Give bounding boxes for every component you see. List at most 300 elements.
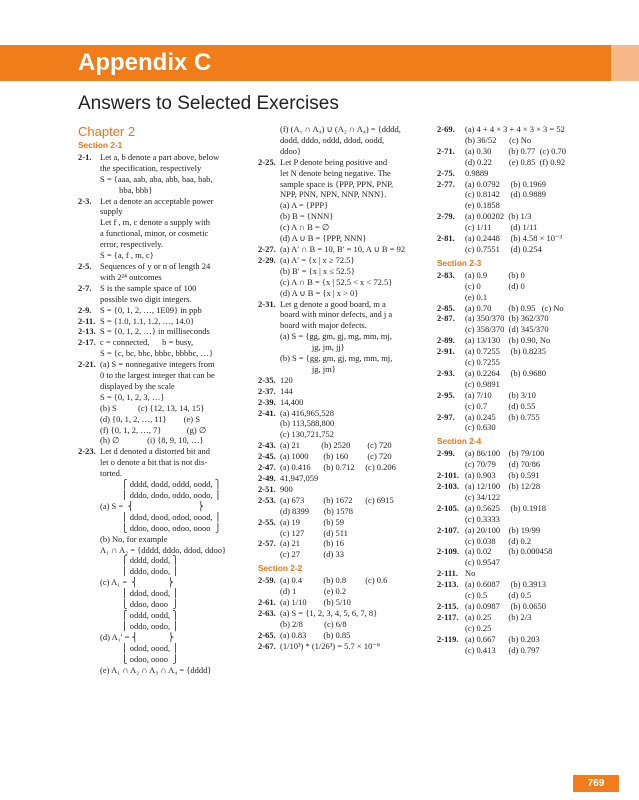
exercise-number: 2-89. <box>437 335 455 346</box>
answer-line: S is the sample space of 100 <box>100 282 197 293</box>
exercise-answer <box>258 462 436 473</box>
answer-line: (a) 19 (b) 59 <box>280 516 344 527</box>
exercise-answer <box>258 397 436 408</box>
answer-line: (c) 0.9891 <box>465 378 500 389</box>
exercise-number: 2-111. <box>437 568 459 579</box>
answer-line: Let a denote an acceptable power <box>100 195 214 206</box>
exercise-number: 2-81. <box>437 233 455 244</box>
exercise-number: 2-101. <box>437 470 459 481</box>
answer-body <box>465 346 623 368</box>
answer-line: (a) 7/10 (b) 3/10 <box>465 389 536 400</box>
exercise-answer <box>437 525 623 547</box>
exercise-answer <box>437 270 623 303</box>
exercise-number: 2-113. <box>437 579 459 590</box>
exercise-answer <box>258 575 436 597</box>
answer-body <box>100 261 258 283</box>
answer-body <box>100 359 258 446</box>
exercise-number: 2-87. <box>437 313 455 324</box>
answer-line: ⎪ dddo, dodo, ⎪ <box>100 566 179 577</box>
answer-body <box>465 568 623 579</box>
answer-line: ⎩ ddoo, dooo ⎭ <box>100 599 179 610</box>
answer-line: (c) 0.7 (d) 0.55 <box>465 400 536 411</box>
answer-line: (a) S = ⎨ ⎬ <box>100 500 204 511</box>
answer-body <box>280 538 436 560</box>
answer-line: (c) 358/370 (d) 345/370 <box>465 324 549 335</box>
answer-body <box>465 503 623 525</box>
exercise-answer <box>437 448 623 470</box>
answer-line: (b) 113,588,800 <box>280 418 335 429</box>
answer-body <box>465 612 623 634</box>
exercise-number: 2-59. <box>258 575 276 586</box>
answer-line: with 2²⁴ outcomes <box>100 271 162 282</box>
answer-line: (c) 0.038 (d) 0.2 <box>465 535 532 546</box>
exercise-answer <box>437 601 623 612</box>
answer-line: (a) 0.7255 (b) 0.8235 <box>465 346 546 357</box>
exercise-answer <box>258 386 436 397</box>
exercise-number: 2-11. <box>78 315 96 326</box>
answer-line: bba, bbb} <box>100 184 153 195</box>
answer-line: (c) A₁ = ⎨ ⎬ <box>100 577 174 588</box>
answer-body <box>465 368 623 390</box>
exercise-number: 2-47. <box>258 462 276 473</box>
exercise-answer <box>437 146 623 168</box>
exercise-answer <box>437 124 623 146</box>
answer-line: (c) 127 (d) 511 <box>280 527 348 538</box>
exercise-answer <box>78 337 258 359</box>
exercise-answer <box>78 196 258 261</box>
exercise-number: 2-35. <box>258 374 276 385</box>
answer-body <box>465 579 623 601</box>
answers-column-2 <box>258 124 436 652</box>
answer-body <box>280 597 436 608</box>
answer-line: (c) 0.413 (d) 0.797 <box>465 644 540 655</box>
exercise-number: 2-115. <box>437 600 459 611</box>
exercise-number: 2-29. <box>258 254 276 265</box>
answer-line: (d) A ∪ B = {x | x > 0} <box>280 287 359 298</box>
answer-line: (a) 0.02 (b) 0.000458 <box>465 546 553 557</box>
page-number: 769 <box>573 775 619 792</box>
answer-line: 144 <box>280 385 293 396</box>
banner-edge-decoration <box>611 45 639 81</box>
exercise-number: 2-27. <box>258 243 276 254</box>
answer-line: (c) 0.3333 <box>465 513 500 524</box>
exercise-answer <box>78 305 258 316</box>
exercise-answer <box>78 283 258 305</box>
exercise-answer <box>258 408 436 441</box>
answer-body <box>465 525 623 547</box>
exercise-answer <box>437 335 623 346</box>
exercise-number: 2-51. <box>258 483 276 494</box>
exercise-number: 2-103. <box>437 481 459 491</box>
answer-body <box>100 283 258 305</box>
answer-line: ⎪ ddod, dood, odod, oood, ⎪ <box>100 511 222 522</box>
answer-line: (b) B′ = {x | x ≤ 52.5} <box>280 265 356 276</box>
answer-line: (c) 1/11 (d) 1/11 <box>465 222 538 233</box>
exercise-answer <box>78 316 258 327</box>
answer-line: S = {1.0, 1.1, 1.2, …, 14.0} <box>100 315 195 326</box>
exercise-answer <box>258 375 436 386</box>
exercise-number: 2-97. <box>437 411 455 422</box>
exercise-number: 2-21. <box>78 359 96 370</box>
answer-line: 900 <box>280 483 293 494</box>
answer-line: the specification, respectively <box>100 162 202 173</box>
answer-line: S = {a, f , m, c} <box>100 250 154 261</box>
exercise-answer <box>258 299 436 375</box>
chapter-heading: Chapter 2 <box>78 124 136 139</box>
exercise-answer <box>78 446 258 675</box>
answer-line: NPP, PNN, NPN, NNP, NNN}. <box>280 189 387 200</box>
answer-line: (c) 0.630 <box>465 422 496 433</box>
exercise-number <box>258 124 280 157</box>
exercise-answer <box>437 211 623 233</box>
answer-body <box>465 390 623 412</box>
answer-line: S = {0, 1, 2, 3, …} <box>100 391 165 402</box>
answer-line: (b) B = {NNN} <box>280 211 334 222</box>
answer-line: ⎪ dddo, dodo, oddo, oodo, ⎪ <box>100 490 222 500</box>
answer-line: Let P denote being positive and <box>280 156 388 167</box>
answer-line: (a) 0.0987 (b) 0.0650 <box>465 600 546 611</box>
exercise-answer <box>437 568 623 579</box>
exercise-number: 2-45. <box>258 451 276 462</box>
answer-line: (d) 0.22 (e) 0.85 (f) 0.92 <box>465 156 566 167</box>
page-title: Answers to Selected Exercises <box>78 93 339 114</box>
exercise-number: 2-53. <box>258 494 276 505</box>
answer-line: possible two digit integers. <box>100 293 192 304</box>
answer-body <box>465 179 623 212</box>
answer-line: 41,947,059 <box>280 473 319 483</box>
exercise-number: 2-91. <box>437 346 455 357</box>
exercise-answer <box>258 608 436 630</box>
answer-line: (a) 0.0792 (b) 0.1969 <box>465 178 546 189</box>
answer-line: (c) 34/122 <box>465 491 501 502</box>
answer-line: (b) No, for example <box>100 533 168 544</box>
answer-line: (a) 12/100 (b) 12/28 <box>465 481 541 491</box>
answer-body <box>100 446 258 675</box>
answer-line: (a) 0.667 (b) 0.203 <box>465 633 540 644</box>
answer-line: Let a, b denote a part above, below <box>100 151 220 162</box>
exercise-number: 2-83. <box>437 269 455 280</box>
exercise-number: 2-9. <box>78 304 92 315</box>
answer-line: (d) 1 (e) 0.2 <box>280 586 347 597</box>
answer-body <box>100 337 258 359</box>
answer-line: S = {c, bc, bbc, bbbc, bbbbc, …} <box>100 348 214 359</box>
answer-body <box>280 495 436 517</box>
answers-column-1 <box>78 124 258 675</box>
answer-body <box>465 470 623 481</box>
answer-line: displayed by the scale <box>100 380 175 391</box>
exercise-number: 2-31. <box>258 298 276 309</box>
answer-line: jg, jm, jj} <box>280 342 345 353</box>
answer-line: ⎪ ddod, dood, ⎪ <box>100 588 179 599</box>
answer-body <box>280 408 436 441</box>
answer-line: let N denote being negative. The <box>280 167 391 178</box>
answer-body <box>280 451 436 462</box>
exercise-answer <box>437 346 623 368</box>
exercise-number: 2-7. <box>78 282 92 293</box>
exercise-answer <box>258 440 436 451</box>
exercise-answer <box>258 641 436 652</box>
answer-line: (1/10³) * (1/26³) = 5.7 × 10⁻⁸ <box>280 640 380 651</box>
answer-line: A₁ ∩ A₂ = {dddd, dddo, ddod, ddoo} <box>100 544 227 555</box>
answer-line: ⎩ odoo, oooo ⎭ <box>100 653 179 664</box>
answer-line: (a) 21 (b) 2520 (c) 720 <box>280 440 392 451</box>
exercise-number: 2-119. <box>437 633 459 644</box>
answer-line: ⎪ oddo, oodo, ⎪ <box>100 620 179 631</box>
answer-line: (a) 0.4 (b) 0.8 (c) 0.6 <box>280 575 388 586</box>
answer-line: (f) {0, 1, 2, …, 7} (g) ∅ <box>100 424 207 435</box>
exercise-number: 2-61. <box>258 596 276 607</box>
answer-line: board with minor defects, and j a <box>280 309 393 320</box>
exercise-answer <box>78 326 258 337</box>
exercise-answer <box>258 157 436 244</box>
answers-column-3 <box>437 124 623 656</box>
answer-line: Sequences of y or n of length 24 <box>100 260 211 271</box>
answer-line: torted. <box>100 468 122 479</box>
answer-line: (b) 36/52 (c) No <box>465 134 532 145</box>
answer-body <box>100 152 258 196</box>
exercise-number: 2-77. <box>437 178 455 189</box>
exercise-number: 2-3. <box>78 195 92 206</box>
exercise-answer <box>78 261 258 283</box>
exercise-answer <box>258 124 436 157</box>
answer-line: Let d denoted a distorted bit and <box>100 446 210 457</box>
answer-line: supply <box>100 206 123 217</box>
exercise-answer <box>258 538 436 560</box>
exercise-number: 2-57. <box>258 538 276 549</box>
exercise-answer <box>437 579 623 601</box>
exercise-answer <box>437 233 623 255</box>
exercise-number: 2-71. <box>437 145 455 156</box>
answer-body <box>465 601 623 612</box>
answer-body <box>465 270 623 303</box>
answer-line: (e) 0.1858 <box>465 200 500 211</box>
answer-line: Let g denote a good board, m a <box>280 298 386 309</box>
answer-line: (a) 4 + 4 × 3 + 4 × 3 × 3 = 52 <box>465 124 565 134</box>
answer-line: (a) S = {gg, gm, gj, mg, mm, mj, <box>280 331 392 342</box>
answer-line: (a) 0.2448 (b) 4.58 × 10⁻³ <box>465 233 563 244</box>
answer-body <box>100 326 258 337</box>
exercise-number: 2-41. <box>258 407 276 418</box>
answer-body <box>280 462 436 473</box>
exercise-answer <box>437 481 623 503</box>
answer-body <box>465 546 623 568</box>
answer-line: S = {aaa, aab, aba, abb, baa, bab, <box>100 173 213 184</box>
answer-line: let o denote a bit that is not dis- <box>100 457 208 468</box>
answer-body <box>465 211 623 233</box>
answer-line: (a) 673 (b) 1672 (c) 6915 <box>280 494 394 505</box>
answer-line: 0 to the largest integer that can be <box>100 370 215 381</box>
exercise-number: 2-17. <box>78 337 96 348</box>
answer-body <box>465 303 623 314</box>
answer-body <box>280 608 436 630</box>
exercise-answer <box>437 612 623 634</box>
exercise-number: 2-37. <box>258 385 276 396</box>
answer-line: S = {0, 1, 2, …} in milliseconds <box>100 326 210 337</box>
answer-line: (a) 86/100 (b) 79/100 <box>465 448 545 459</box>
answer-line: (c) 0.8142 (d) 0.9889 <box>465 189 546 200</box>
answer-line: (f) (A₁ ∩ A₄) ∪ (A₂ ∩ A₄) = {dddd, <box>280 124 401 134</box>
answer-body <box>280 517 436 539</box>
exercise-number: 2-25. <box>258 156 276 167</box>
exercise-number: 2-107. <box>437 524 459 535</box>
answer-line: (a) 0.83 (b) 0.85 <box>280 629 351 640</box>
exercise-number: 2-23. <box>78 446 96 457</box>
answer-line: (a) 0.416 (b) 0.712 (c) 0.206 <box>280 462 396 473</box>
exercise-number: 2-1. <box>78 151 92 162</box>
answer-body <box>465 146 623 168</box>
answer-body <box>280 630 436 641</box>
exercise-number: 2-55. <box>258 516 276 527</box>
exercise-answer <box>78 359 258 446</box>
answer-line: Let f , m, c denote a supply with <box>100 217 211 228</box>
exercise-number: 2-5. <box>78 260 92 271</box>
exercise-answer <box>258 630 436 641</box>
exercise-number: 2-93. <box>437 367 455 378</box>
answer-line: 14,400 <box>280 396 304 407</box>
answer-line: (c) A ∩ B = {x | 52.5 < x < 72.5} <box>280 276 393 287</box>
answer-line: (d) {0, 1, 2, …, 11} (e) S <box>100 413 200 424</box>
answer-line: S = {0, 1, 2, …, 1E09} in ppb <box>100 304 202 315</box>
answer-line: (d) A₁′ = ⎨ ⎬ <box>100 631 175 642</box>
exercise-answer <box>437 470 623 481</box>
answer-body <box>100 316 258 327</box>
answer-line: (b) S (c) {12, 13, 14, 15} <box>100 402 205 413</box>
answer-line: (c) 0.7255 <box>465 357 500 368</box>
answer-line: (a) 1000 (b) 160 (c) 720 <box>280 451 392 462</box>
answer-line: (e) 0.1 <box>465 291 488 302</box>
exercise-answer <box>258 484 436 495</box>
answer-line: (a) 0.70 (b) 0.95 (c) No <box>465 302 564 313</box>
answer-line: ⎧ dddd, dodd, oddd, oodd, ⎫ <box>100 479 222 490</box>
answer-line: sample space is {PPP, PPN, PNP, <box>280 178 394 189</box>
exercise-answer <box>78 152 258 196</box>
answer-line: (b) 2/8 (c) 6/8 <box>280 618 347 629</box>
answer-line: (a) A′ = {x | x ≥ 72.5} <box>280 254 355 265</box>
answer-line: (c) 0.7551 (d) 0.254 <box>465 243 542 254</box>
exercise-answer <box>437 368 623 390</box>
section-heading: Section 2-3 <box>437 257 482 268</box>
answer-line: (d) 8399 (b) 1578 <box>280 505 353 516</box>
answer-line: jg, jm} <box>280 363 336 374</box>
answer-line: (a) 21 (b) 16 <box>280 538 344 549</box>
exercise-number: 2-49. <box>258 473 276 483</box>
answer-line: (a) 13/130 (b) 0.90, No <box>465 335 551 346</box>
exercise-answer <box>258 473 436 484</box>
exercise-number: 2-69. <box>437 124 455 134</box>
answer-line: (h) ∅ (i) {8, 9, 10, …} <box>100 435 204 446</box>
answer-line: error, respectively. <box>100 239 164 250</box>
exercise-answer <box>437 168 623 179</box>
answer-line: (a) A = {PPP} <box>280 200 329 211</box>
section-heading: Section 2-1 <box>78 140 123 150</box>
answer-line: (a) 416,965,528 <box>280 407 335 418</box>
answer-body <box>280 157 436 244</box>
exercise-answer <box>437 634 623 656</box>
answer-line: (a) 0.6087 (b) 0.3913 <box>465 579 546 590</box>
answer-line: (c) 130,721,752 <box>280 429 335 440</box>
answer-body <box>280 575 436 597</box>
answer-body <box>280 386 436 397</box>
answer-body <box>465 168 623 179</box>
answer-line: (c) 0 (d) 0 <box>465 280 525 291</box>
exercise-number: 2-63. <box>258 607 276 618</box>
answer-line: (c) 70/79 (d) 70/86 <box>465 459 541 470</box>
exercise-answer <box>258 244 436 255</box>
answer-body <box>465 481 623 503</box>
answer-line: a functional, minor, or cosmetic <box>100 228 209 239</box>
exercise-answer <box>258 451 436 462</box>
exercise-answer <box>258 495 436 517</box>
exercise-answer <box>258 255 436 299</box>
exercise-number: 2-67. <box>258 640 276 651</box>
appendix-banner: Appendix C <box>0 45 611 81</box>
answer-body <box>465 634 623 656</box>
answer-body <box>280 375 436 386</box>
answer-body <box>280 299 436 375</box>
answer-body <box>280 244 436 255</box>
answer-body <box>280 397 436 408</box>
answer-line: (d) A ∪ B = {PPP, NNN} <box>280 233 367 244</box>
exercise-number: 2-79. <box>437 211 455 222</box>
answer-body <box>100 305 258 316</box>
exercise-number: 2-39. <box>258 396 276 407</box>
exercise-answer <box>437 313 623 335</box>
answer-line: ⎧ oddd, oodd, ⎫ <box>100 609 179 620</box>
answer-line: (c) 27 (d) 33 <box>280 549 344 560</box>
answer-line: (e) A₁ ∩ A₂ ∩ A₃ ∩ A₄ = {dddd} <box>100 664 212 675</box>
exercise-answer <box>437 303 623 314</box>
answer-body <box>465 313 623 335</box>
answer-body <box>100 196 258 261</box>
answer-line: (a) S = {1, 2, 3, 4, 5, 6, 7, 8} <box>280 607 378 618</box>
answer-line: (a) 0.30 (b) 0.77 (c) 0.70 <box>465 145 567 156</box>
exercise-number: 2-105. <box>437 502 459 513</box>
answer-line: (c) 0.9547 <box>465 557 500 568</box>
answer-body <box>280 124 436 157</box>
answer-line: (a) A′ ∩ B = 10, B′ = 10, A ∪ B = 92 <box>280 243 406 254</box>
answer-line: (a) 350/370 (b) 362/370 <box>465 313 549 324</box>
exercise-number: 2-95. <box>437 389 455 400</box>
answer-line: (a) 1/10 (b) 5/10 <box>280 596 351 607</box>
answer-line: (c) 0.25 <box>465 622 492 633</box>
exercise-answer <box>437 503 623 525</box>
answer-line: (a) 0.25 (b) 2/3 <box>465 611 532 622</box>
answer-line: (a) S = nonnegative integers from <box>100 359 215 370</box>
answer-line: (a) 0.5625 (b) 0.1918 <box>465 502 546 513</box>
answer-body <box>465 448 623 470</box>
answer-line: 0.9889 <box>465 167 489 178</box>
answer-line: (a) 0.00202 (b) 1/3 <box>465 211 532 222</box>
answer-line: c = connected, b = busy, <box>100 337 194 348</box>
exercise-number: 2-109. <box>437 546 459 557</box>
answer-line: 120 <box>280 374 293 385</box>
exercise-answer <box>437 390 623 412</box>
answer-line: ddoo} <box>280 145 302 156</box>
exercise-number: 2-75. <box>437 167 455 178</box>
answer-body <box>280 473 436 484</box>
answer-line: ⎩ ddoo, dooo, odoo, oooo ⎭ <box>100 522 222 533</box>
exercise-number: 2-85. <box>437 302 455 313</box>
exercise-answer <box>437 412 623 434</box>
exercise-number: 2-43. <box>258 440 276 451</box>
answer-body <box>465 412 623 434</box>
answer-line: (b) S = {gg, gm, gj, mg, mm, mj, <box>280 353 393 364</box>
exercise-answer <box>258 517 436 539</box>
answer-line: (c) A ∩ B = ∅ <box>280 222 330 233</box>
answer-line: board with major defects. <box>280 320 367 331</box>
answer-line: (a) 0.903 (b) 0.591 <box>465 470 540 481</box>
answer-line: (c) 0.5 (d) 0.5 <box>465 590 532 601</box>
